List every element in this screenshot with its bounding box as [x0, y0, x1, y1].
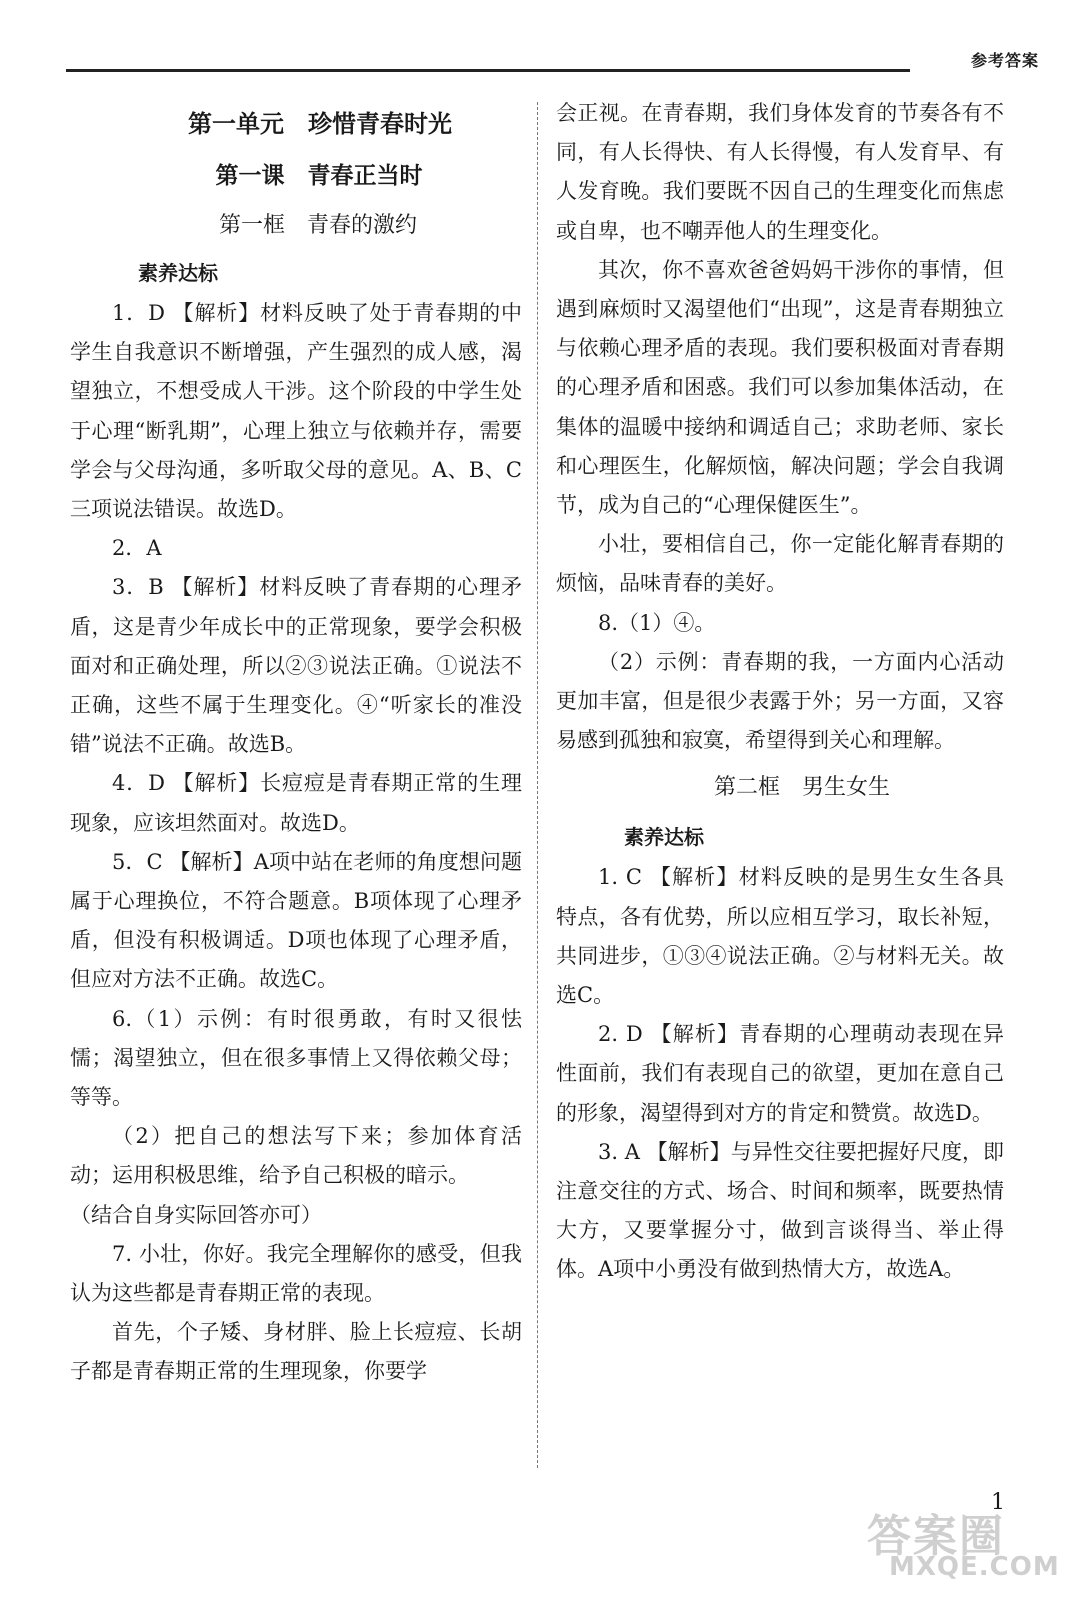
lesson-title: 第一课 青春正当时 [215, 163, 423, 189]
answer-paragraph: 8.（1）④。 [598, 610, 716, 635]
answer-paragraph: 3．B 【解析】材料反映了青春期的心理矛盾，这是青少年成长中的正常现象，要学会积极面对和正确处理，所以②③说法正确。①说法不正确，这些不属于生理变化。④“听家长的准没错”说法不正确。故选B。 [70, 575, 522, 757]
answer-paragraph: 1．D 【解析】材料反映了处于青春期的中学生自我意识不断增强，产生强烈的成人感，渴望独立，不想受成人干涉。这个阶段的中学生处于心理“断乳期”，心理上独立与依赖并存，需要学会与父母沟通，多听取父母的意见。A、B、C三项说法错误。故选D。 [70, 301, 522, 522]
answer-paragraph: 5．C 【解析】A项中站在老师的角度想问题属于心理换位，不符合题意。B项体现了心理矛盾，但没有积极调适。D项也体现了心理矛盾，但应对方法不正确。故选C。 [70, 849, 522, 992]
answer-paragraph: 首先，个子矮、身材胖、脸上长痘痘、长胡子都是青春期正常的生理现象，你要学 [70, 1320, 522, 1384]
left-column [70, 96, 522, 1392]
answer-paragraph: 2．A [112, 536, 162, 561]
answer-paragraph: 6.（1）示例：有时很勇敢，有时又很怯懦；渴望独立，但在很多事情上又得依赖父母；等等。 [70, 1006, 522, 1110]
answer-paragraph: 2. D 【解析】青春期的心理萌动表现在异性面前，我们有表现自己的欲望，更加在意自己的形象，渴望得到对方的肯定和赞赏。故选D。 [556, 1022, 1004, 1125]
watermark-logo-text: 答案圈 [867, 1511, 1005, 1562]
section-heading: 素养达标 [138, 261, 218, 285]
unit-title: 第一单元 珍惜青春时光 [188, 110, 452, 138]
answer-paragraph: 3. A 【解析】与异性交往要把握好尺度，即注意交往的方式、场合、时间和频率，既要热情大方，又要掌握分寸，做到言谈得当、举止得体。A项中小勇没有做到热情大方，故选A。 [556, 1139, 1004, 1282]
running-header: 参考答案 [970, 51, 1039, 70]
frame-title: 第二框 男生女生 [713, 775, 890, 801]
section-heading: 素养达标 [624, 825, 704, 850]
answer-paragraph: 小壮，要相信自己，你一定能化解青春期的烦恼，品味青春的美好。 [556, 532, 1004, 596]
answer-paragraph: 1. C 【解析】材料反映的是男生女生各具特点，各有优势，所以应相互学习，取长补短，共同进步，①③④说法正确。②与材料无关。故选C。 [556, 865, 1004, 1008]
answer-paragraph: 4．D 【解析】长痘痘是青春期正常的生理现象，应该坦然面对。故选D。 [70, 771, 522, 835]
header-rule [66, 69, 910, 72]
answer-note: （结合自身实际回答亦可） [70, 1202, 322, 1227]
answer-paragraph: （2）示例：青春期的我，一方面内心活动更加丰富，但是很少表露于外；另一方面，又容易感到孤独和寂寞，希望得到关心和理解。 [556, 649, 1004, 753]
watermark-logo [867, 1500, 1077, 1590]
answer-paragraph: （2）把自己的想法写下来；参加体育活动；运用积极思维，给予自己积极的暗示。 [70, 1124, 522, 1188]
column-divider [537, 102, 538, 1468]
page-number: 1 [991, 1490, 1005, 1515]
answer-paragraph: 7. 小壮，你好。我完全理解你的感受，但我认为这些都是青春期正常的表现。 [70, 1241, 522, 1306]
watermark-url: MXQE.COM [889, 1552, 1060, 1582]
answer-paragraph: 会正视。在青春期，我们身体发育的节奏各有不同，有人长得快、有人长得慢，有人发育早、有人发育晚。我们要既不因自己的生理变化而焦虑或自卑，也不嘲弄他人的生理变化。 [556, 101, 1004, 243]
frame-title: 第一框 青春的激约 [218, 213, 417, 238]
right-column [556, 94, 1004, 1290]
answer-paragraph: 其次，你不喜欢爸爸妈妈干涉你的事情，但遇到麻烦时又渴望他们“出现”，这是青春期独立与依赖心理矛盾的表现。我们要积极面对青春期的心理矛盾和困惑。我们可以参加集体活动，在集体的温暖中接纳和调适自己；求助老师、家长和心理医生，化解烦恼，解决问题；学会自我调节，成为自己的“心理保健医生”。 [556, 257, 1004, 518]
